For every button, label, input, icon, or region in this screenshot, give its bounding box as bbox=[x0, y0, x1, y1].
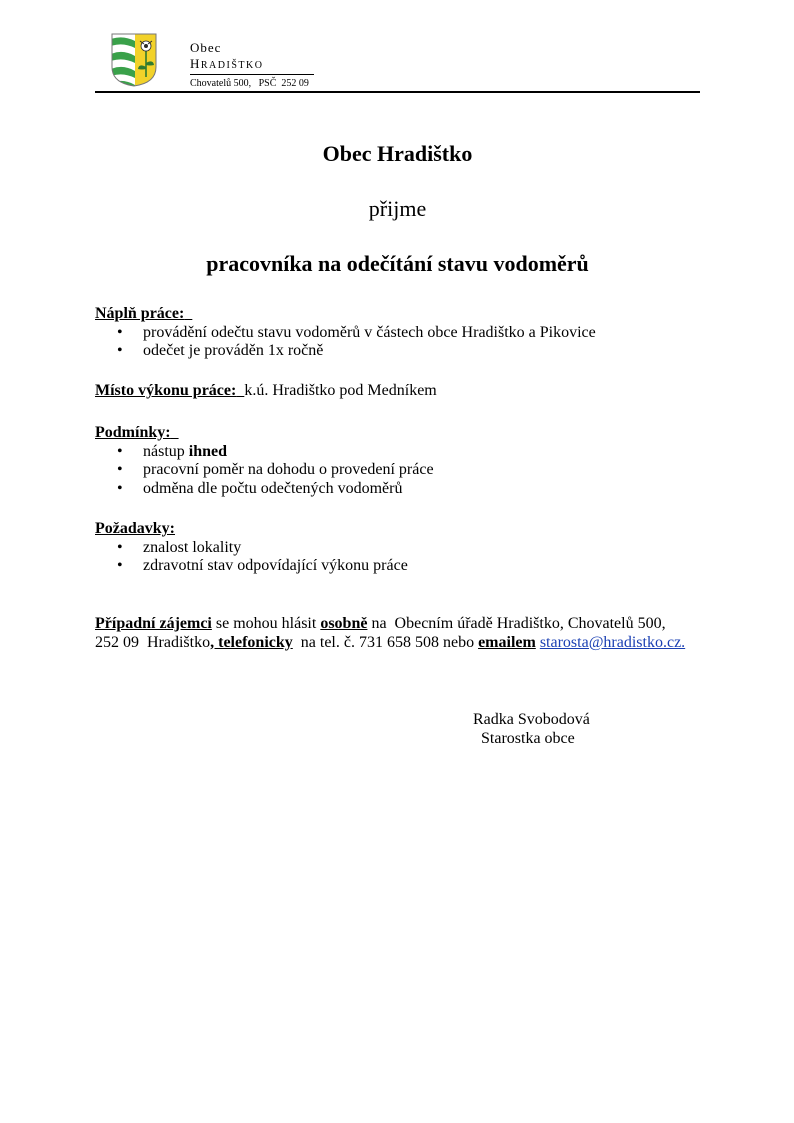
list-item: • znalost lokality bbox=[117, 538, 242, 556]
list-item: • odečet je prováděn 1x ročně bbox=[117, 342, 324, 359]
contact-lead: Případní zájemci bbox=[95, 615, 212, 632]
title-hiring: přijme bbox=[368, 196, 427, 221]
signature-role: Starostka obce bbox=[481, 730, 575, 747]
header-municipality-name bbox=[190, 56, 263, 73]
conditions-label: Podmínky: bbox=[95, 424, 171, 441]
municipal-coat-of-arms-icon bbox=[111, 33, 157, 87]
bullet-icon: • bbox=[117, 342, 123, 359]
bullet-icon: • bbox=[117, 557, 123, 574]
list-item: • pracovní poměr na dohodu o provedení práce bbox=[117, 461, 434, 478]
section-contact: Případní zájemci se mohou hlásit osobně na Obecním úřadě Hradištko, Chovatelů 500, 252 09 Hradištko, telefonicky na tel. č. 731 658 508 nebo emailem starosta@hradistko.cz. bbox=[95, 615, 686, 651]
section-job-description bbox=[95, 305, 715, 361]
title-position: pracovníka na odečítání stavu vodoměrů bbox=[206, 251, 589, 276]
work-location-label: Místo výkonu práce: bbox=[95, 382, 237, 399]
requirements-list bbox=[95, 539, 715, 576]
section-conditions bbox=[95, 424, 715, 498]
bullet-icon: • bbox=[117, 538, 123, 556]
work-location-value: k.ú. Hradištko pod Medníkem bbox=[244, 382, 437, 399]
header-address: Chovatelů 500, PSČ 252 09 bbox=[190, 78, 309, 89]
list-item: • nástup ihned bbox=[117, 442, 228, 460]
header-divider bbox=[95, 91, 700, 93]
contact-email-label: emailem bbox=[478, 633, 536, 651]
header-obec-label: Obec bbox=[190, 40, 222, 55]
list-item: • zdravotní stav odpovídající výkonu práce bbox=[117, 557, 408, 574]
bullet-icon: • bbox=[117, 323, 123, 341]
job-description-label: Náplň práce: bbox=[95, 305, 185, 322]
job-description-list bbox=[95, 324, 715, 361]
requirements-label: Požadavky: bbox=[95, 520, 175, 537]
signature-name: Radka Svobodová bbox=[473, 711, 590, 728]
contact-in-person: osobně bbox=[320, 615, 368, 632]
header-name-underline bbox=[190, 74, 314, 75]
header-name-rest: RADIŠTKO bbox=[200, 60, 264, 71]
conditions-list bbox=[95, 443, 715, 499]
contact-phone-label: , telefonicky bbox=[210, 633, 293, 651]
list-item: • provádění odečtu stavu vodoměrů v částech obce Hradištko a Pikovice bbox=[117, 323, 596, 341]
section-work-location bbox=[95, 382, 715, 401]
email-link[interactable]: starosta@hradistko.cz. bbox=[539, 633, 686, 651]
bullet-icon: • bbox=[117, 442, 123, 460]
header-name-initial: H bbox=[190, 56, 201, 71]
title-municipality: Obec Hradištko bbox=[322, 141, 473, 166]
section-requirements bbox=[95, 520, 715, 576]
list-item: • odměna dle počtu odečtených vodoměrů bbox=[117, 479, 403, 497]
bullet-icon: • bbox=[117, 461, 123, 478]
bullet-icon: • bbox=[117, 479, 123, 497]
